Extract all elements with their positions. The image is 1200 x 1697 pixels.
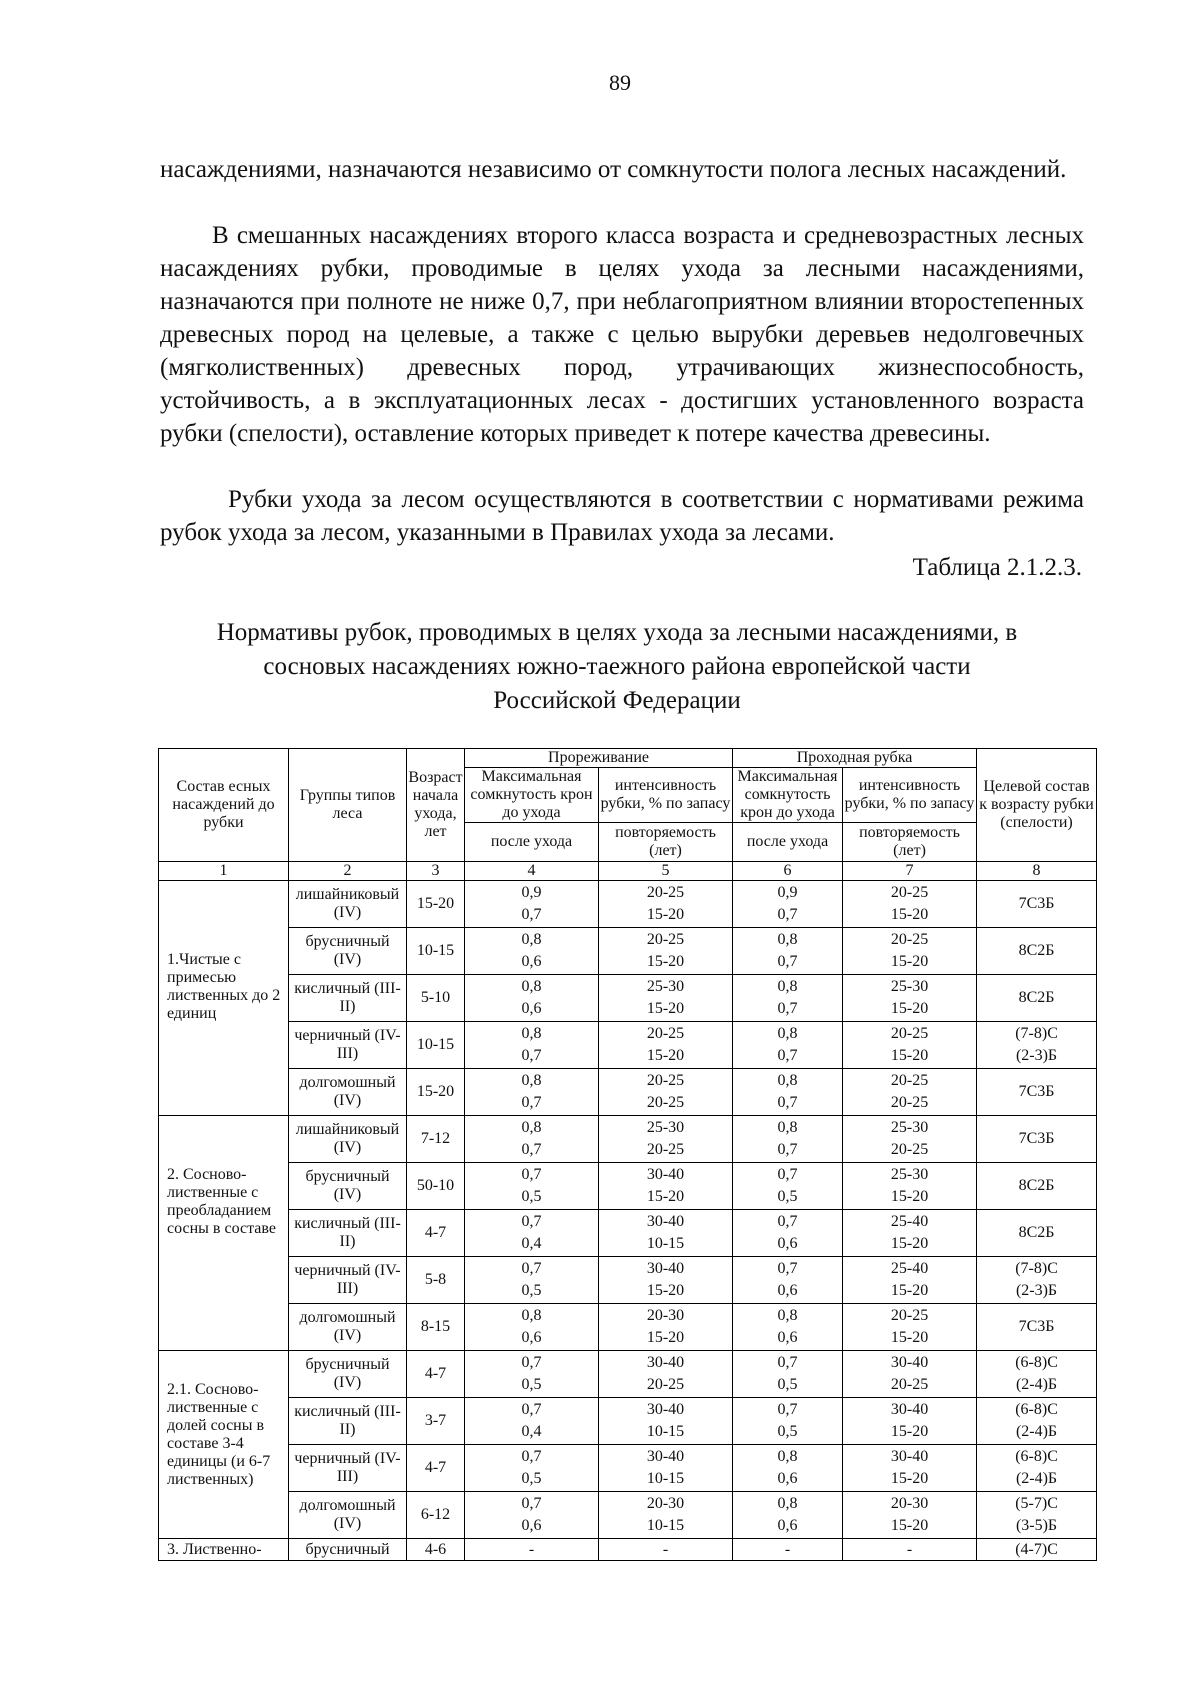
target-composition-cell: [977, 928, 1097, 975]
target-value: (6-8)С: [1015, 1401, 1058, 1418]
target-value: 8С2Б: [1018, 1224, 1055, 1241]
header-forest-types: Группы типов леса: [289, 749, 407, 862]
passage-density-cell: [733, 1022, 843, 1069]
intensity-value: 15-20: [646, 1047, 685, 1064]
table-row: [159, 928, 1097, 975]
density-value: 0,8: [521, 1025, 542, 1042]
intensity-value: 15-20: [890, 1517, 929, 1534]
start-age-cell: 10-15: [407, 928, 465, 975]
density-value: 0,8: [777, 978, 798, 995]
passage-density-cell: [733, 928, 843, 975]
group-label-cell: [159, 1351, 289, 1539]
intensity-value: 15-20: [890, 1235, 929, 1252]
table-row: [159, 1163, 1097, 1210]
density-value: 0,7: [777, 1141, 798, 1158]
density-value: 0,8: [521, 931, 542, 948]
density-value: 0,7: [777, 1213, 798, 1230]
intensity-value: 10-15: [646, 1470, 685, 1487]
table-row: [159, 1257, 1097, 1304]
passage-density-cell: [733, 1257, 843, 1304]
start-age-cell: 4-7: [407, 1445, 465, 1492]
target-composition-cell: [977, 1210, 1097, 1257]
intensity-value: 20-30: [646, 1307, 685, 1324]
forest-type-cell: кисличный (III-II): [289, 1210, 407, 1257]
target-composition-cell: [977, 881, 1097, 928]
intensity-value: 20-25: [890, 931, 929, 948]
density-value: 0,7: [521, 1047, 542, 1064]
density-value: 0,7: [777, 1354, 798, 1371]
intensity-value: 30-40: [646, 1401, 685, 1418]
density-value: 0,8: [777, 1448, 798, 1465]
density-value: 0,7: [521, 1213, 542, 1230]
passage-intensity-cell: [843, 1163, 977, 1210]
intensity-value: 15-20: [646, 1188, 685, 1205]
density-value: 0,8: [521, 1119, 542, 1136]
intensity-value: 10-15: [646, 1517, 685, 1534]
density-value: 0,8: [521, 1307, 542, 1324]
header-repeat: повторяемость (лет): [843, 823, 977, 862]
header-after-care: после ухода: [733, 823, 843, 862]
column-number: 3: [407, 862, 465, 881]
intensity-value: 15-20: [890, 1188, 929, 1205]
thinning-density-cell: [465, 1022, 599, 1069]
group-label: 2. Сосново-лиственные с преобладанием сосны в составе: [167, 1166, 276, 1237]
intensity-value: 15-20: [890, 953, 929, 970]
intensity-value: 20-25: [646, 1072, 685, 1089]
passage-density-cell: [733, 1445, 843, 1492]
column-number: 4: [465, 862, 599, 881]
last-row-cell: -: [733, 1539, 843, 1561]
intensity-value: 30-40: [890, 1354, 929, 1371]
passage-intensity-cell: [843, 975, 977, 1022]
density-value: 0,5: [521, 1282, 542, 1299]
group-label-cell: [159, 881, 289, 1116]
density-value: 0,8: [777, 1119, 798, 1136]
header-passage-cutting: Проходная рубка: [733, 749, 977, 768]
density-value: 0,7: [521, 1401, 542, 1418]
target-value: 7С3Б: [1018, 1083, 1055, 1100]
thinning-intensity-cell: [599, 1163, 733, 1210]
density-value: 0,5: [777, 1376, 798, 1393]
intensity-value: 30-40: [646, 1260, 685, 1277]
target-composition-cell: [977, 1304, 1097, 1351]
passage-intensity-cell: [843, 1398, 977, 1445]
density-value: 0,8: [777, 931, 798, 948]
target-value: 7С3Б: [1018, 1130, 1055, 1147]
start-age-cell: 5-10: [407, 975, 465, 1022]
intensity-value: 20-25: [646, 884, 685, 901]
table-title-line: Российской Федерации: [493, 687, 741, 714]
density-value: 0,5: [521, 1188, 542, 1205]
target-value: (7-8)С: [1015, 1260, 1058, 1277]
density-value: 0,5: [777, 1423, 798, 1440]
passage-intensity-cell: [843, 928, 977, 975]
density-value: 0,8: [777, 1025, 798, 1042]
density-value: 0,4: [521, 1235, 542, 1252]
last-row-cell: -: [465, 1539, 599, 1561]
paragraph-1: насаждениями, назначаются независимо от сомкнутости полога лесных насаждений.: [160, 156, 1067, 183]
start-age-cell: 4-7: [407, 1210, 465, 1257]
header-repeat: повторяемость (лет): [599, 823, 733, 862]
table-row: [159, 1351, 1097, 1398]
table-title-line: сосновых насаждениях южно-таежного района европейской части: [263, 653, 971, 680]
passage-intensity-cell: [843, 881, 977, 928]
forest-type-cell: долгомошный (IV): [289, 1492, 407, 1539]
intensity-value: 25-30: [646, 978, 685, 995]
header-max-density: Максимальная сомкнутость крон до ухода: [733, 768, 843, 823]
target-composition-cell: [977, 1069, 1097, 1116]
target-value: (7-8)С: [1015, 1025, 1058, 1042]
intensity-value: 30-40: [646, 1448, 685, 1465]
table-label: Таблица 2.1.2.3.: [912, 554, 1082, 581]
density-value: 0,9: [521, 884, 542, 901]
column-number: 5: [599, 862, 733, 881]
start-age-cell: 15-20: [407, 1069, 465, 1116]
passage-density-cell: [733, 1116, 843, 1163]
header-intensity: интенсивность рубки, % по запасу: [843, 768, 977, 823]
target-composition-cell: [977, 1163, 1097, 1210]
intensity-value: 15-20: [890, 1000, 929, 1017]
thinning-density-cell: [465, 1163, 599, 1210]
norms-table: [158, 748, 1097, 1561]
thinning-density-cell: [465, 975, 599, 1022]
passage-density-cell: [733, 1304, 843, 1351]
density-value: 0,8: [521, 978, 542, 995]
column-number: 1: [159, 862, 289, 881]
forest-type-cell: брусничный (IV): [289, 1351, 407, 1398]
passage-intensity-cell: [843, 1210, 977, 1257]
target-composition-cell: [977, 1351, 1097, 1398]
density-value: 0,8: [521, 1072, 542, 1089]
target-composition-cell: [977, 1022, 1097, 1069]
target-value: 8С2Б: [1018, 1177, 1055, 1194]
column-number: 6: [733, 862, 843, 881]
thinning-density-cell: [465, 1351, 599, 1398]
table-row: [159, 1210, 1097, 1257]
density-value: 0,5: [521, 1376, 542, 1393]
passage-density-cell: [733, 881, 843, 928]
forest-type-cell: лишайниковый (IV): [289, 881, 407, 928]
intensity-value: 30-40: [646, 1166, 685, 1183]
intensity-value: 20-25: [890, 1025, 929, 1042]
header-target-composition: Целевой состав к возрасту рубки (спелости): [977, 749, 1097, 862]
last-row-cell: -: [843, 1539, 977, 1561]
density-value: 0,6: [521, 1329, 542, 1346]
forest-type-cell: долгомошный (IV): [289, 1069, 407, 1116]
thinning-density-cell: [465, 928, 599, 975]
thinning-intensity-cell: [599, 1351, 733, 1398]
table-row: [159, 975, 1097, 1022]
passage-intensity-cell: [843, 1069, 977, 1116]
target-value: (3-5)Б: [1015, 1517, 1058, 1534]
thinning-intensity-cell: [599, 1116, 733, 1163]
header-start-age: Возраст начала ухода, лет: [407, 749, 465, 862]
passage-intensity-cell: [843, 1445, 977, 1492]
target-value: (2-3)Б: [1015, 1047, 1058, 1064]
intensity-value: 15-20: [890, 1047, 929, 1064]
passage-intensity-cell: [843, 1257, 977, 1304]
forest-type-cell: черничный (IV-III): [289, 1022, 407, 1069]
intensity-value: 20-25: [646, 1094, 685, 1111]
intensity-value: 15-20: [646, 1282, 685, 1299]
column-number-row: [159, 862, 1097, 881]
start-age-cell: 50-10: [407, 1163, 465, 1210]
density-value: 0,7: [521, 1094, 542, 1111]
target-value: (2-3)Б: [1015, 1282, 1058, 1299]
start-age-cell: 6-12: [407, 1492, 465, 1539]
last-row-cell: брусничный: [289, 1539, 407, 1561]
density-value: 0,6: [521, 1000, 542, 1017]
start-age-cell: 7-12: [407, 1116, 465, 1163]
group-label: 2.1. Сосново-лиственные с долей сосны в составе 3-4 единицы (и 6-7 лиственных): [167, 1381, 271, 1488]
target-value: 8С2Б: [1018, 942, 1055, 959]
intensity-value: 25-30: [890, 978, 929, 995]
start-age-cell: 15-20: [407, 881, 465, 928]
start-age-cell: 4-7: [407, 1351, 465, 1398]
group-label-cell: [159, 1116, 289, 1351]
density-value: 0,6: [777, 1470, 798, 1487]
target-value: 8С2Б: [1018, 989, 1055, 1006]
density-value: 0,6: [777, 1282, 798, 1299]
target-value: 7С3Б: [1018, 895, 1055, 912]
header-max-density: Максимальная сомкнутость крон до ухода: [465, 768, 599, 823]
passage-intensity-cell: [843, 1116, 977, 1163]
intensity-value: 20-25: [890, 1072, 929, 1089]
target-value: (2-4)Б: [1015, 1423, 1058, 1440]
table-row: [159, 1445, 1097, 1492]
density-value: 0,6: [521, 953, 542, 970]
density-value: 0,6: [521, 1517, 542, 1534]
target-composition-cell: [977, 1257, 1097, 1304]
group-label: 3. Лиственно-: [159, 1539, 289, 1561]
density-value: 0,7: [777, 1166, 798, 1183]
density-value: 0,7: [521, 1495, 542, 1512]
thinning-intensity-cell: [599, 1022, 733, 1069]
density-value: 0,7: [777, 1000, 798, 1017]
thinning-density-cell: [465, 1492, 599, 1539]
header-after-care: после ухода: [465, 823, 599, 862]
header-composition: Состав есных насаждений до рубки: [159, 749, 289, 862]
target-composition-cell: [977, 1492, 1097, 1539]
forest-type-cell: черничный (IV-III): [289, 1445, 407, 1492]
intensity-value: 25-40: [890, 1260, 929, 1277]
last-row-cell: (4-7)С: [977, 1539, 1097, 1561]
header-thinning: Прореживание: [465, 749, 733, 768]
density-value: 0,8: [777, 1307, 798, 1324]
forest-type-cell: лишайниковый (IV): [289, 1116, 407, 1163]
intensity-value: 15-20: [890, 1282, 929, 1299]
intensity-value: 15-20: [646, 906, 685, 923]
passage-density-cell: [733, 975, 843, 1022]
group-label: 1.Чистые с примесью лиственных до 2 единиц: [167, 951, 281, 1022]
density-value: 0,4: [521, 1423, 542, 1440]
thinning-density-cell: [465, 1398, 599, 1445]
intensity-value: 15-20: [890, 906, 929, 923]
target-composition-cell: [977, 1398, 1097, 1445]
density-value: 0,6: [777, 1517, 798, 1534]
density-value: 0,7: [777, 1094, 798, 1111]
intensity-value: 30-40: [646, 1213, 685, 1230]
intensity-value: 15-20: [890, 1470, 929, 1487]
intensity-value: 20-25: [890, 884, 929, 901]
target-composition-cell: [977, 1116, 1097, 1163]
target-composition-cell: [977, 975, 1097, 1022]
thinning-density-cell: [465, 1257, 599, 1304]
thinning-intensity-cell: [599, 1210, 733, 1257]
thinning-intensity-cell: [599, 1069, 733, 1116]
start-age-cell: 10-15: [407, 1022, 465, 1069]
intensity-value: 10-15: [646, 1423, 685, 1440]
density-value: 0,7: [521, 1166, 542, 1183]
passage-intensity-cell: [843, 1351, 977, 1398]
density-value: 0,7: [521, 1141, 542, 1158]
thinning-intensity-cell: [599, 1445, 733, 1492]
forest-type-cell: брусничный (IV): [289, 1163, 407, 1210]
table-title: [150, 616, 1084, 718]
forest-type-cell: кисличный (III-II): [289, 1398, 407, 1445]
intensity-value: 30-40: [890, 1448, 929, 1465]
intensity-value: 25-30: [646, 1119, 685, 1136]
table-row: [159, 881, 1097, 928]
target-value: (5-7)С: [1015, 1495, 1058, 1512]
forest-type-cell: черничный (IV-III): [289, 1257, 407, 1304]
thinning-density-cell: [465, 1069, 599, 1116]
table-row: [159, 1398, 1097, 1445]
header-intensity: интенсивность рубки, % по запасу: [599, 768, 733, 823]
intensity-value: 25-40: [890, 1213, 929, 1230]
table-row: [159, 1116, 1097, 1163]
passage-density-cell: [733, 1398, 843, 1445]
density-value: 0,5: [777, 1188, 798, 1205]
intensity-value: 25-30: [890, 1166, 929, 1183]
passage-density-cell: [733, 1210, 843, 1257]
thinning-intensity-cell: [599, 928, 733, 975]
forest-type-cell: долгомошный (IV): [289, 1304, 407, 1351]
passage-intensity-cell: [843, 1022, 977, 1069]
intensity-value: 20-25: [890, 1307, 929, 1324]
intensity-value: 20-25: [646, 1141, 685, 1158]
thinning-intensity-cell: [599, 1304, 733, 1351]
forest-type-cell: кисличный (III-II): [289, 975, 407, 1022]
intensity-value: 15-20: [646, 1329, 685, 1346]
density-value: 0,7: [521, 906, 542, 923]
density-value: 0,7: [521, 1448, 542, 1465]
intensity-value: 15-20: [646, 953, 685, 970]
header-row: [159, 749, 1097, 768]
intensity-value: 20-30: [646, 1495, 685, 1512]
thinning-density-cell: [465, 1210, 599, 1257]
start-age-cell: 3-7: [407, 1398, 465, 1445]
passage-density-cell: [733, 1069, 843, 1116]
intensity-value: 30-40: [646, 1354, 685, 1371]
density-value: 0,7: [777, 1401, 798, 1418]
forest-type-cell: брусничный (IV): [289, 928, 407, 975]
intensity-value: 20-25: [890, 1094, 929, 1111]
density-value: 0,6: [777, 1329, 798, 1346]
density-value: 0,7: [777, 953, 798, 970]
density-value: 0,7: [777, 1047, 798, 1064]
thinning-intensity-cell: [599, 1257, 733, 1304]
start-age-cell: 8-15: [407, 1304, 465, 1351]
thinning-intensity-cell: [599, 975, 733, 1022]
target-value: 7С3Б: [1018, 1318, 1055, 1335]
intensity-value: 25-30: [890, 1119, 929, 1136]
passage-intensity-cell: [843, 1492, 977, 1539]
page-number: 89: [609, 70, 631, 95]
table-row: [159, 1069, 1097, 1116]
density-value: 0,8: [777, 1495, 798, 1512]
thinning-intensity-cell: [599, 881, 733, 928]
table-row: [159, 1539, 1097, 1561]
table-row: [159, 1304, 1097, 1351]
density-value: 0,7: [777, 1260, 798, 1277]
start-age-cell: 5-8: [407, 1257, 465, 1304]
intensity-value: 20-25: [646, 1376, 685, 1393]
target-composition-cell: [977, 1445, 1097, 1492]
column-number: 2: [289, 862, 407, 881]
density-value: 0,7: [777, 906, 798, 923]
density-value: 0,6: [777, 1235, 798, 1252]
column-number: 8: [977, 862, 1097, 881]
thinning-intensity-cell: [599, 1492, 733, 1539]
intensity-value: 20-25: [646, 931, 685, 948]
passage-density-cell: [733, 1351, 843, 1398]
thinning-density-cell: [465, 1116, 599, 1163]
intensity-value: 15-20: [646, 1000, 685, 1017]
thinning-density-cell: [465, 1304, 599, 1351]
intensity-value: 20-30: [890, 1495, 929, 1512]
table-body: [159, 749, 1097, 1561]
density-value: 0,5: [521, 1470, 542, 1487]
thinning-density-cell: [465, 1445, 599, 1492]
column-number: 7: [843, 862, 977, 881]
last-row-cell: 4-6: [407, 1539, 465, 1561]
density-value: 0,8: [777, 1072, 798, 1089]
target-value: (2-4)Б: [1015, 1376, 1058, 1393]
paragraph-3: Рубки ухода за лесом осуществляются в соответствии с нормативами режима рубок ухода за лесом, указанными в Правилах ухода за лесами.: [160, 486, 1084, 546]
intensity-value: 20-25: [646, 1025, 685, 1042]
passage-intensity-cell: [843, 1304, 977, 1351]
table-row: [159, 1022, 1097, 1069]
target-value: (6-8)С: [1015, 1448, 1058, 1465]
intensity-value: 15-20: [890, 1329, 929, 1346]
paragraph-2: В смешанных насаждениях второго класса возраста и средневозрастных лесных насаждениях рубки, проводимые в целях ухода за лесными насаждениями, назначаются при полноте не ниже 0,7, при неблагоприятном влиянии второстепенных древесных пород на целевые, а также с целью вырубки деревьев недолговечных (мягколиственных) древесных пород, утрачивающих жизнеспособность, устойчивость, а в эксплуатационных лесах - достигших установленного возраста рубки (спелости), оставление которых приведет к потере качества древесины.: [160, 222, 1084, 447]
last-row-cell: -: [599, 1539, 733, 1561]
table-title-line: Нормативы рубок, проводимых в целях ухода за лесными насаждениями, в: [216, 619, 1018, 646]
intensity-value: 15-20: [890, 1423, 929, 1440]
target-value: (2-4)Б: [1015, 1470, 1058, 1487]
table-row: [159, 1492, 1097, 1539]
intensity-value: 20-25: [890, 1376, 929, 1393]
passage-density-cell: [733, 1163, 843, 1210]
intensity-value: 20-25: [890, 1141, 929, 1158]
thinning-intensity-cell: [599, 1398, 733, 1445]
density-value: 0,7: [521, 1260, 542, 1277]
passage-density-cell: [733, 1492, 843, 1539]
target-value: (6-8)С: [1015, 1354, 1058, 1371]
thinning-density-cell: [465, 881, 599, 928]
intensity-value: 30-40: [890, 1401, 929, 1418]
density-value: 0,9: [777, 884, 798, 901]
intensity-value: 10-15: [646, 1235, 685, 1252]
density-value: 0,7: [521, 1354, 542, 1371]
